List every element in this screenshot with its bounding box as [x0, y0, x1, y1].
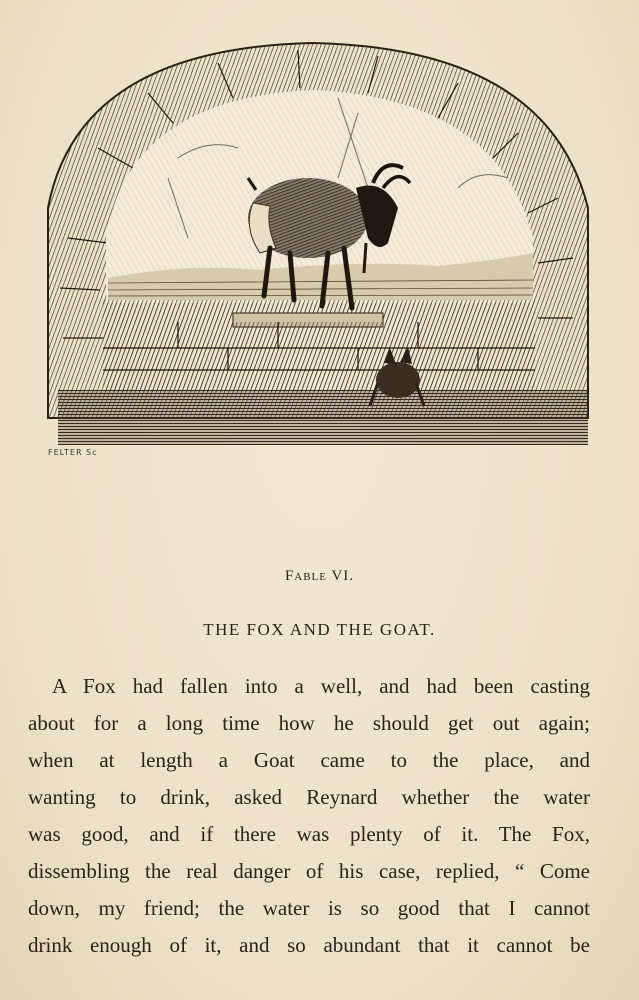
body-line: was good, and if there was plenty of it. The Fox,	[28, 822, 590, 846]
fable-number	[0, 568, 639, 585]
fable-body	[28, 668, 590, 964]
body-line: dissembling the real danger of his case, replied, “ Come	[28, 859, 590, 883]
fable-number-text: Fable VI.	[284, 568, 355, 584]
body-line: about for a long time how he should get out again;	[28, 711, 590, 735]
body-line: A Fox had fallen into a well, and had been casting	[52, 674, 590, 698]
body-line: wanting to drink, asked Reynard whether the water	[28, 785, 590, 809]
body-line: when at length a Goat came to the place, and	[28, 748, 590, 772]
body-line: drink enough of it, and so abundant that it cannot be	[28, 933, 590, 957]
engraving-illustration	[38, 38, 598, 458]
body-line: down, my friend; the water is so good that I cannot	[28, 896, 590, 920]
engraver-credit: FELTER Sc	[48, 448, 98, 457]
fable-title: THE FOX AND THE GOAT.	[203, 620, 436, 639]
